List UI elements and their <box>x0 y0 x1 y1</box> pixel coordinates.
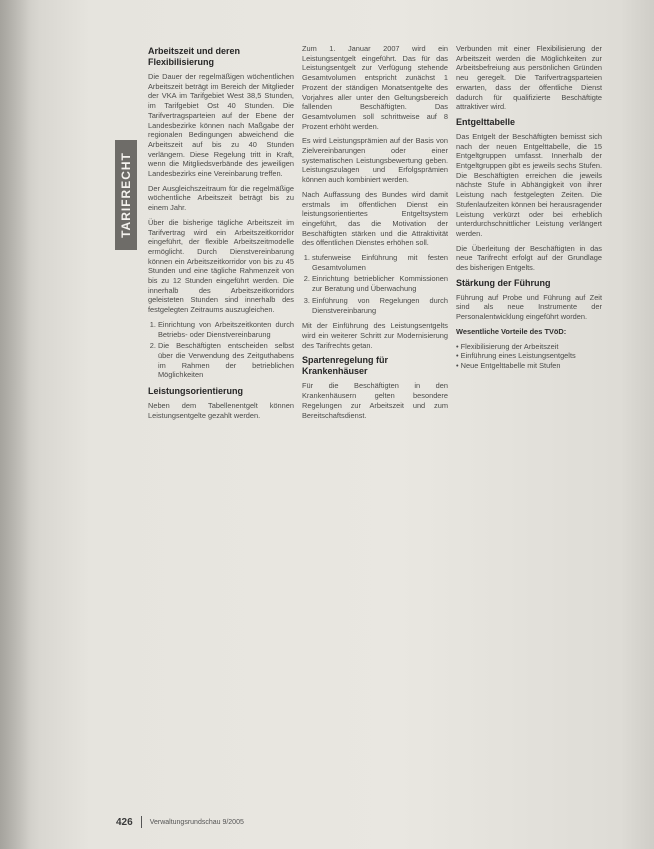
heading-leistungsorientierung: Leistungsorientierung <box>148 386 244 397</box>
paragraph: Zum 1. Januar 2007 wird ein Leistungsentgelt eingeführt. Das für das Leistungsentgelt zur Verfügung stehende Gesamtvolumen entspricht zunächst 1 Prozent der ständigen Monatsentgelte des Vorjahres aller unter den Geltungsbereich fallenden Beschäftigten. Das Gesamtvolumen soll schrittweise auf 8 Prozent erhöht werden. <box>302 44 448 131</box>
column-2 <box>302 44 448 425</box>
list-item: 2. Die Beschäftigten entscheiden selbst über die Verwendung des Zeitguthabens im Rahmen der betrieblichen Möglichkeiten <box>158 341 294 380</box>
footer-divider <box>141 816 142 828</box>
column-3 <box>456 44 602 376</box>
section-tab-label: TARIFRECHT <box>119 152 133 238</box>
paragraph: Nach Auffassung des Bundes wird damit erstmals im öffentlichen Dienst ein leistungsorientiertes Entgeltsystem eingeführt, das die Motivation der Beschäftigten stärken und die Attraktivität des öffentlichen Dienstes erhöhen soll. <box>302 189 448 248</box>
paragraph: Neben dem Tabellenentgelt können Leistungsentgelte gezahlt werden. <box>148 401 294 420</box>
heading-arbeitszeit: Arbeitszeit und deren Flexibilisierung <box>148 46 241 67</box>
page-number: 426 <box>116 816 133 828</box>
page-fold-shadow <box>0 0 30 849</box>
numbered-list <box>312 253 448 315</box>
bold-lead: Wesentliche Vorteile des TVöD: <box>456 326 567 336</box>
paragraph: Die Überleitung der Beschäftigten in das neue Tarifrecht erfolgt auf der Grundlage des bisherigen Entgelts. <box>456 243 602 273</box>
list-item: 2. Einrichtung betrieblicher Kommissionen zur Beratung und Überwachung <box>312 274 448 293</box>
publication-source: Verwaltungsrundschau 9/2005 <box>149 818 244 826</box>
paragraph: Über die bisherige tägliche Arbeitszeit im Tarifvertrag wird ein Arbeitszeitkorridor eingeführt, der flexible Arbeitszeitmodelle ermöglicht. Durch Dienstvereinbarung können ein Arbeitszeitkorridor von bis zu 45 Stunden und eine tägliche Rahmenzeit von bis zu 12 Stunden eingeführt werden. Die innerhalb des Arbeitszeitkorridors geleisteten Stunden sind innerhalb des festgelegten Zeitraums auszugleichen. <box>148 217 294 315</box>
heading-entgelttabelle: Entgelttabelle <box>456 116 516 127</box>
column-1 <box>148 44 294 426</box>
list-item: 1. Einrichtung von Arbeitszeitkonten durch Betriebs- oder Dienstvereinbarung <box>158 320 294 339</box>
paragraph: Das Entgelt der Beschäftigten bemisst sich nach der neuen Entgelttabelle, die 15 Entgeltgruppen umfasst. Innerhalb der Entgeltgruppen gibt es jeweils sechs Stufen. Die Beschäftigten erreichen die jeweils nächste Stufe in Abhängigkeit von ihrer Leistung nach festgelegten Zeiten. Die Stufenlaufzeiten können bei herausragender Leistung verkürzt oder bei erheblich unterdurchschnittlicher Leistung verlängert werden. <box>456 131 602 238</box>
paragraph: Verbunden mit einer Flexibilisierung der Arbeitszeit werden die Möglichkeiten zur Arbeitsbefreiung aus persönlichen Gründen neu geregelt. Die Tarifvertragsparteien erwarten, dass der öffentliche Dienst dadurch für qualifizierte Beschäftigte attraktiver wird. <box>456 44 602 112</box>
list-item: 3. Einführung von Regelungen durch Dienstvereinbarung <box>312 296 448 315</box>
paragraph: Führung auf Probe und Führung auf Zeit sind als neue Instrumente der Personalentwicklung eingeführt worden. <box>456 292 602 322</box>
list-item: 1. stufenweise Einführung mit festen Gesamtvolumen <box>312 253 448 272</box>
section-tab <box>115 140 137 250</box>
paragraph: • Flexibilisierung der Arbeitszeit • Einführung eines Leistungsentgelts • Neue Entgelttabelle mit Stufen <box>456 341 576 370</box>
numbered-list <box>158 320 294 380</box>
heading-spartenregelung: Spartenregelung für Krankenhäuser <box>302 355 389 377</box>
heading-fuehrung: Stärkung der Führung <box>456 277 551 288</box>
paragraph: Der Ausgleichszeitraum für die regelmäßige wöchentliche Arbeitszeit beträgt bis zu einem Jahr. <box>148 183 294 213</box>
paragraph: Es wird Leistungsprämien auf der Basis von Zielvereinbarungen oder einer systematischen Leistungsbewertung geben. Leistungszulagen und Erfolgsprämien können auch kombiniert werden. <box>302 136 448 185</box>
paragraph: Für die Beschäftigten in den Krankenhäusern gelten besondere Regelungen zur Arbeitszeit und zum Bereitschaftsdienst. <box>302 381 448 420</box>
paragraph: Mit der Einführung des Leistungsentgelts wird ein weiterer Schritt zur Modernisierung des Tarifrechts getan. <box>302 321 448 350</box>
paragraph: Die Dauer der regelmäßigen wöchentlichen Arbeitszeit beträgt im Bereich der Mitglieder der VKA im Tarifgebiet West 38,5 Stunden, im Tarifgebiet Ost 40 Stunden. Die Tarifvertragsparteien auf der Ebene der Landesbezirke können nach Maßgabe der regionalen Bedingungen abweichend die Arbeitszeit auf bis zu 40 Stunden verlängern. Diese Regelung tritt in Kraft, wenn die Mitgliedsverbände des jeweiligen Landesbezirks eine Vereinbarung treffen. <box>148 72 294 179</box>
page-footer <box>116 816 244 828</box>
